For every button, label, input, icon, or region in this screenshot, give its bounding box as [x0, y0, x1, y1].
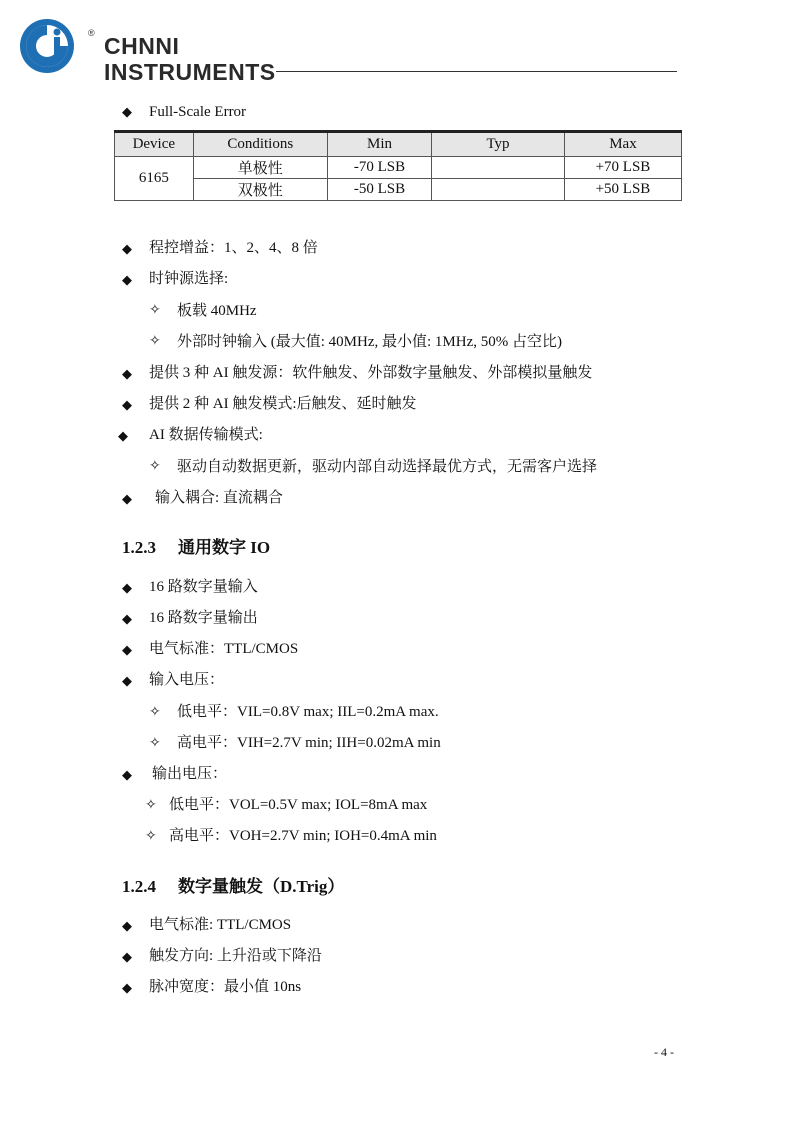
diamond-bullet-icon: ◆	[122, 366, 132, 381]
min-cell: -50 LSB	[327, 179, 431, 201]
table-row	[115, 157, 682, 179]
diamond-bullet-icon: ◆	[122, 272, 132, 287]
condition-cell: 单极性	[193, 157, 327, 179]
section-heading-dio	[122, 533, 270, 558]
dio-in-low-item: 低电平：VIL=0.8V max; IIL=0.2mA max.	[177, 704, 439, 720]
header-rule	[276, 71, 677, 72]
header-device: Device	[115, 132, 194, 157]
transfer-mode-item: AI 数据传输模式:	[149, 427, 263, 443]
full-scale-error-label: Full-Scale Error	[149, 104, 247, 120]
star-bullet-icon: ✧	[145, 798, 157, 813]
star-bullet-icon: ✧	[149, 303, 161, 318]
brand-line-2: INSTRUMENTS	[104, 59, 276, 85]
diamond-bullet-icon: ◆	[122, 241, 132, 256]
dio-standard-item: 电气标准：TTL/CMOS	[149, 641, 299, 657]
section-title: 数字量触发（D.Trig）	[178, 877, 345, 896]
trig-direction-item: 触发方向: 上升沿或下降沿	[149, 948, 322, 964]
max-cell: +50 LSB	[564, 179, 681, 201]
diamond-bullet-icon: ◆	[122, 918, 132, 933]
table-header-row	[115, 132, 682, 157]
diamond-bullet-icon: ◆	[118, 428, 128, 443]
brand-name	[104, 33, 276, 85]
diamond-bullet-icon: ◆	[122, 673, 132, 688]
clock-onboard-item: 板载 40MHz	[177, 303, 257, 319]
diamond-bullet-icon: ◆	[122, 611, 132, 626]
clock-item: 时钟源选择:	[149, 271, 229, 287]
trigger-source-item: 提供 3 种 AI 触发源：软件触发、外部数字量触发、外部模拟量触发	[149, 365, 593, 381]
star-bullet-icon: ✧	[149, 705, 161, 720]
section-heading-trig	[122, 872, 344, 897]
logo-mark-icon	[18, 15, 80, 75]
trig-standard-item: 电气标准: TTL/CMOS	[149, 917, 292, 933]
header-min: Min	[327, 132, 431, 157]
dio-output-voltage-item: 输出电压：	[152, 766, 228, 782]
diamond-bullet-icon: ◆	[122, 104, 132, 119]
diamond-bullet-icon: ◆	[122, 767, 132, 782]
dio-output-item: 16 路数字量输出	[149, 610, 258, 626]
diamond-bullet-icon: ◆	[122, 980, 132, 995]
dio-input-voltage-item: 输入电压：	[149, 672, 225, 688]
page-number: - 4 -	[654, 1045, 674, 1059]
trigger-mode-item: 提供 2 种 AI 触发模式:后触发、延时触发	[149, 396, 417, 412]
full-scale-error-table	[114, 130, 682, 201]
coupling-item: 输入耦合: 直流耦合	[155, 490, 283, 506]
company-logo	[18, 15, 278, 85]
registered-mark: ®	[88, 28, 95, 38]
device-cell: 6165	[115, 157, 194, 201]
gain-item: 程控增益：1、2、4、8 倍	[149, 240, 318, 256]
star-bullet-icon: ✧	[149, 459, 161, 474]
header-typ: Typ	[432, 132, 565, 157]
star-bullet-icon: ✧	[149, 334, 161, 349]
dio-in-high-item: 高电平：VIH=2.7V min; IIH=0.02mA min	[177, 735, 441, 751]
diamond-bullet-icon: ◆	[122, 397, 132, 412]
typ-cell	[432, 179, 565, 201]
diamond-bullet-icon: ◆	[122, 949, 132, 964]
star-bullet-icon: ✧	[145, 829, 157, 844]
dio-out-high-item: 高电平：VOH=2.7V min; IOH=0.4mA min	[169, 828, 437, 844]
clock-external-item: 外部时钟输入 (最大值: 40MHz, 最小值: 1MHz, 50% 占空比)	[177, 334, 562, 350]
diamond-bullet-icon: ◆	[122, 580, 132, 595]
header-conditions: Conditions	[193, 132, 327, 157]
transfer-detail-item: 驱动自动数据更新，驱动内部自动选择最优方式，无需客户选择	[177, 459, 598, 475]
dio-input-item: 16 路数字量输入	[149, 579, 258, 595]
condition-cell: 双极性	[193, 179, 327, 201]
star-bullet-icon: ✧	[149, 736, 161, 751]
diamond-bullet-icon: ◆	[122, 491, 132, 506]
typ-cell	[432, 157, 565, 179]
min-cell: -70 LSB	[327, 157, 431, 179]
diamond-bullet-icon: ◆	[122, 642, 132, 657]
header-max: Max	[564, 132, 681, 157]
section-number: 1.2.4	[122, 877, 156, 896]
section-title: 通用数字 IO	[178, 538, 271, 557]
section-number: 1.2.3	[122, 538, 156, 557]
dio-out-low-item: 低电平：VOL=0.5V max; IOL=8mA max	[169, 797, 428, 813]
max-cell: +70 LSB	[564, 157, 681, 179]
brand-line-1: CHNNI	[104, 33, 180, 59]
table-row	[115, 179, 682, 201]
trig-pulse-item: 脉冲宽度：最小值 10ns	[149, 979, 302, 995]
